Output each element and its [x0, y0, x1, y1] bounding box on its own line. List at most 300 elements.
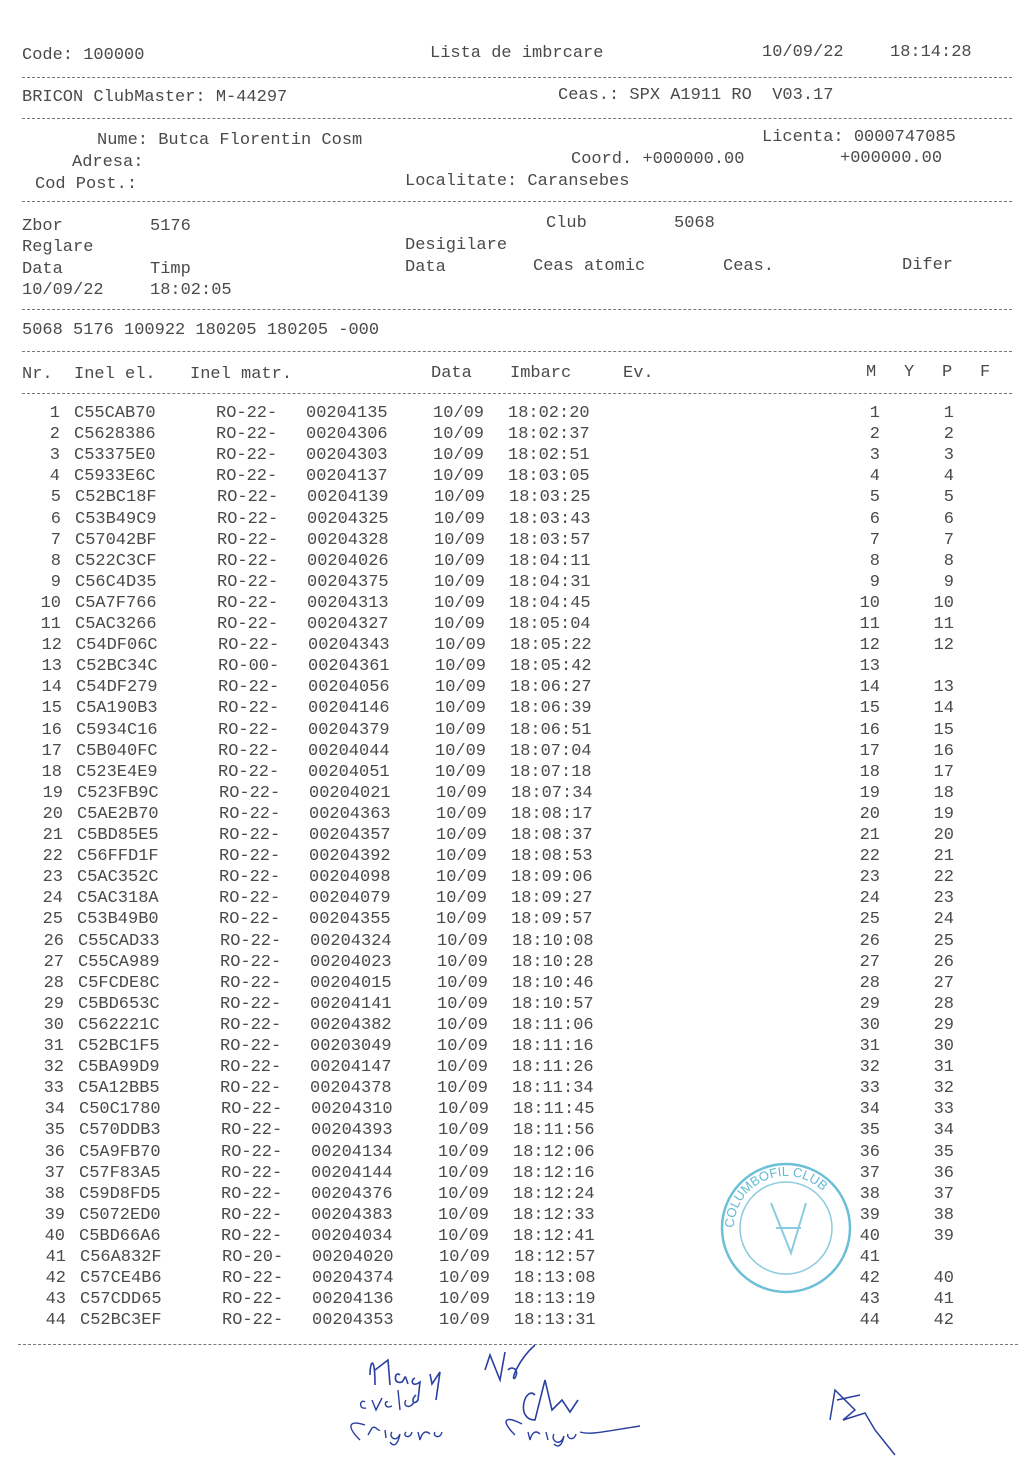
row-date: 10/09: [434, 530, 486, 550]
document-title: Lista de imbrcare: [430, 44, 604, 63]
row-date: 10/09: [438, 1100, 490, 1120]
row-date: 10/09: [438, 1121, 490, 1141]
row-p: 12: [933, 636, 954, 656]
row-nr: 42: [45, 1269, 66, 1289]
row-p: 20: [933, 826, 954, 845]
row-ring-prefix: RO-22-: [221, 1142, 283, 1162]
table-row: [0, 826, 1024, 847]
row-inel-el: C5FCDE8C: [78, 973, 160, 993]
row-time: 18:10:08: [512, 931, 594, 951]
row-inel-el: C56FFD1F: [77, 847, 159, 867]
table-row: [0, 425, 1024, 446]
row-nr: 11: [40, 615, 61, 634]
row-nr: 33: [43, 1079, 64, 1099]
row-ring-number: 00204079: [309, 889, 391, 909]
row-p: 33: [933, 1100, 954, 1120]
row-p: 3: [943, 446, 954, 466]
table-row: [0, 1079, 1024, 1100]
row-time: 18:09:06: [511, 868, 593, 888]
row-p: 40: [933, 1269, 954, 1289]
zbor-label: Zbor: [22, 217, 63, 236]
row-ring-number: 00204137: [306, 467, 388, 487]
row-ring-prefix: RO-22-: [220, 1015, 282, 1035]
row-date: 10/09: [435, 720, 487, 740]
row-m: 9: [869, 572, 880, 592]
row-ring-prefix: RO-22-: [220, 1037, 282, 1056]
table-row: [0, 1227, 1024, 1248]
row-ring-number: 00204325: [307, 509, 389, 529]
row-m: 25: [859, 910, 880, 930]
row-p: 26: [933, 952, 954, 972]
row-time: 18:04:45: [509, 593, 591, 613]
row-ring-number: 00204313: [307, 593, 389, 613]
row-inel-el: C50C1780: [79, 1100, 161, 1120]
owner-coord-value: +000000.00: [840, 149, 943, 168]
row-m: 10: [859, 593, 880, 613]
row-ring-number: 00204021: [309, 783, 391, 803]
row-date: 10/09: [438, 1142, 490, 1162]
row-ring-prefix: RO-22-: [220, 952, 282, 972]
row-m: 39: [859, 1205, 880, 1225]
row-ring-prefix: RO-22-: [217, 488, 279, 508]
col-imbarc: Imbarc: [510, 364, 572, 383]
row-time: 18:10:28: [512, 952, 594, 972]
row-inel-el: C5A190B3: [76, 699, 158, 719]
table-row: [0, 1206, 1024, 1227]
row-time: 18:08:17: [511, 804, 593, 824]
row-p: 39: [933, 1226, 954, 1246]
table-row: [0, 615, 1024, 636]
row-m: 14: [859, 678, 880, 698]
row-nr: 26: [43, 931, 64, 951]
row-ring-number: 00204135: [306, 404, 388, 423]
row-ring-prefix: RO-22-: [221, 1205, 283, 1225]
owner-address: Adresa:: [72, 153, 144, 172]
row-ring-prefix: RO-22-: [217, 572, 279, 592]
row-nr: 17: [41, 741, 62, 761]
row-time: 18:07:34: [511, 783, 593, 803]
row-m: 22: [859, 847, 880, 867]
row-date: 10/09: [434, 572, 486, 592]
row-nr: 23: [42, 868, 63, 888]
row-ring-prefix: RO-22-: [219, 783, 281, 803]
row-ring-prefix: RO-22-: [216, 425, 278, 445]
row-m: 11: [859, 615, 880, 634]
row-date: 10/09: [435, 657, 487, 677]
row-inel-el: C57F83A5: [79, 1163, 161, 1183]
owner-locality: Localitate: Caransebes: [405, 172, 630, 191]
row-time: 18:11:16: [512, 1037, 594, 1056]
row-ring-number: 00204146: [308, 699, 390, 719]
row-p: 34: [933, 1121, 954, 1141]
row-ring-prefix: RO-22-: [220, 931, 282, 951]
row-date: 10/09: [436, 804, 488, 824]
row-date: 10/09: [433, 446, 485, 466]
row-p: 32: [933, 1079, 954, 1099]
row-p: 7: [943, 530, 954, 550]
table-row: [0, 467, 1024, 488]
col-inel-matr: Inel matr.: [190, 365, 293, 384]
row-time: 18:03:43: [509, 509, 591, 529]
row-inel-el: C55CAB70: [74, 404, 156, 423]
row-date: 10/09: [439, 1248, 491, 1267]
row-time: 18:13:31: [514, 1311, 596, 1331]
club-stamp: [716, 1158, 856, 1298]
clock-label: Ceas.: SPX A1911 RO V03.17: [558, 86, 834, 105]
row-p: 17: [933, 762, 954, 782]
table-row: [0, 446, 1024, 467]
row-p: 11: [933, 615, 954, 634]
table-row: [0, 1121, 1024, 1142]
col-data: Data: [431, 364, 472, 383]
row-m: 21: [859, 826, 880, 845]
table-row: [0, 889, 1024, 910]
row-inel-el: C55CA989: [78, 952, 160, 972]
row-time: 18:08:53: [511, 847, 593, 867]
row-nr: 12: [41, 636, 62, 656]
row-ring-prefix: RO-22-: [222, 1269, 284, 1289]
row-m: 19: [859, 783, 880, 803]
row-ring-number: 00204393: [311, 1121, 393, 1141]
row-ring-number: 00204139: [307, 488, 389, 508]
row-nr: 36: [44, 1142, 65, 1162]
row-m: 8: [869, 551, 880, 571]
row-nr: 35: [44, 1121, 65, 1141]
data2-label: Data: [405, 258, 446, 277]
table-row: [0, 953, 1024, 974]
row-inel-el: C5628386: [74, 425, 156, 445]
row-ring-number: 00204020: [312, 1248, 394, 1267]
row-time: 18:12:41: [513, 1226, 595, 1246]
row-time: 18:02:20: [508, 404, 590, 423]
row-inel-el: C5A12BB5: [78, 1079, 160, 1099]
row-ring-prefix: RO-22-: [222, 1311, 284, 1331]
row-inel-el: C570DDB3: [79, 1121, 161, 1141]
row-nr: 2: [49, 425, 60, 445]
row-ring-prefix: RO-22-: [216, 467, 278, 487]
row-ring-prefix: RO-22-: [219, 868, 281, 888]
row-ring-prefix: RO-22-: [219, 826, 281, 845]
desigilare-label: Desigilare: [405, 236, 508, 255]
table-row: [0, 404, 1024, 425]
row-nr: 20: [42, 804, 63, 824]
row-time: 18:11:06: [512, 1015, 594, 1035]
row-inel-el: C56C4D35: [75, 572, 157, 592]
ceas-atomic-label: Ceas atomic: [533, 257, 646, 276]
owner-coord-label: Coord. +000000.00: [571, 150, 745, 169]
row-date: 10/09: [438, 1163, 490, 1183]
row-m: 36: [859, 1142, 880, 1162]
row-nr: 15: [41, 699, 62, 719]
divider: [22, 77, 1012, 78]
row-inel-el: C54DF279: [76, 678, 158, 698]
row-ring-prefix: RO-22-: [218, 762, 280, 782]
row-nr: 24: [42, 889, 63, 909]
table-row: [0, 657, 1024, 678]
row-p: 4: [943, 467, 954, 487]
row-inel-el: C52BC3EF: [80, 1311, 162, 1331]
row-time: 18:07:18: [510, 762, 592, 782]
divider: [22, 393, 1012, 394]
row-inel-el: C57CDD65: [80, 1290, 162, 1310]
row-ring-number: 00204044: [308, 741, 390, 761]
timp-label: Timp: [150, 260, 191, 279]
ceas-label: Ceas.: [723, 257, 775, 276]
row-time: 18:05:22: [510, 636, 592, 656]
row-ring-number: 00204382: [310, 1015, 392, 1035]
row-date: 10/09: [436, 847, 488, 867]
row-nr: 34: [44, 1100, 65, 1120]
row-inel-el: C5934C16: [76, 720, 158, 740]
club-value: 5068: [674, 214, 715, 233]
print-date: 10/09/22: [762, 43, 844, 62]
row-time: 18:07:04: [510, 741, 592, 761]
row-ring-prefix: RO-22-: [219, 889, 281, 909]
row-nr: 21: [42, 826, 63, 845]
row-time: 18:05:04: [509, 615, 591, 634]
row-date: 10/09: [434, 593, 486, 613]
row-nr: 1: [49, 404, 60, 423]
row-nr: 41: [45, 1248, 66, 1267]
row-ring-number: 00204310: [311, 1100, 393, 1120]
row-p: 27: [933, 973, 954, 993]
row-ring-number: 00204147: [310, 1058, 392, 1078]
row-date: 10/09: [435, 678, 487, 698]
row-time: 18:12:33: [513, 1205, 595, 1225]
owner-license: Licenta: 0000747085: [762, 128, 956, 147]
divider: [22, 309, 1012, 310]
row-inel-el: C522C3CF: [75, 551, 157, 571]
row-nr: 44: [45, 1311, 66, 1331]
row-ring-prefix: RO-22-: [220, 973, 282, 993]
row-p: 30: [933, 1037, 954, 1056]
data-label: Data: [22, 260, 63, 279]
row-ring-prefix: RO-22-: [219, 910, 281, 930]
row-p: 42: [933, 1311, 954, 1331]
row-ring-number: 00204343: [308, 636, 390, 656]
row-inel-el: C57042BF: [75, 530, 157, 550]
row-nr: 5: [50, 488, 61, 508]
row-nr: 22: [42, 847, 63, 867]
row-ring-number: 00204306: [306, 425, 388, 445]
row-ring-number: 00204141: [310, 994, 392, 1014]
row-p: 22: [933, 868, 954, 888]
row-ring-number: 00204375: [307, 572, 389, 592]
row-m: 30: [859, 1015, 880, 1035]
table-row: [0, 1290, 1024, 1311]
owner-name: Nume: Butca Florentin Cosm: [97, 131, 363, 150]
row-p: 28: [933, 994, 954, 1014]
row-ring-prefix: RO-22-: [221, 1163, 283, 1183]
row-inel-el: C59D8FD5: [79, 1184, 161, 1204]
row-ring-prefix: RO-22-: [218, 636, 280, 656]
table-row: [0, 531, 1024, 552]
row-ring-number: 00204392: [309, 847, 391, 867]
row-time: 18:02:37: [508, 425, 590, 445]
signature-right: [815, 1385, 915, 1460]
code-label: Code: 100000: [22, 46, 145, 65]
row-p: 36: [933, 1163, 954, 1183]
row-ring-prefix: RO-22-: [221, 1100, 283, 1120]
row-time: 18:03:57: [509, 530, 591, 550]
row-nr: 18: [41, 762, 62, 782]
row-nr: 38: [44, 1184, 65, 1204]
row-inel-el: C5AC3266: [75, 615, 157, 634]
row-m: 6: [869, 509, 880, 529]
table-row: [0, 636, 1024, 657]
row-ring-prefix: RO-22-: [220, 994, 282, 1014]
row-p: 29: [933, 1015, 954, 1035]
row-m: 44: [859, 1311, 880, 1331]
row-ring-prefix: RO-22-: [220, 1058, 282, 1078]
row-inel-el: C5BD85E5: [77, 826, 159, 845]
table-row: [0, 721, 1024, 742]
col-nr: Nr.: [22, 365, 53, 384]
row-p: 10: [933, 593, 954, 613]
row-ring-number: 00204051: [308, 762, 390, 782]
row-m: 42: [859, 1269, 880, 1289]
row-ring-number: 00204324: [310, 931, 392, 951]
row-inel-el: C5072ED0: [79, 1205, 161, 1225]
row-ring-prefix: RO-22-: [219, 847, 281, 867]
row-date: 10/09: [436, 826, 488, 845]
table-row: [0, 573, 1024, 594]
zbor-value: 5176: [150, 217, 191, 236]
row-time: 18:12:16: [513, 1163, 595, 1183]
row-date: 10/09: [434, 509, 486, 529]
row-time: 18:09:27: [511, 889, 593, 909]
row-nr: 31: [43, 1037, 64, 1056]
row-nr: 29: [43, 994, 64, 1014]
row-p: 6: [943, 509, 954, 529]
row-m: 33: [859, 1079, 880, 1099]
row-m: 40: [859, 1226, 880, 1246]
row-ring-prefix: RO-22-: [217, 530, 279, 550]
row-nr: 6: [50, 509, 61, 529]
row-ring-number: 00204353: [312, 1311, 394, 1331]
table-row: [0, 1185, 1024, 1206]
row-date: 10/09: [437, 1058, 489, 1078]
row-p: 8: [943, 551, 954, 571]
row-p: 14: [933, 699, 954, 719]
table-row: [0, 1311, 1024, 1332]
row-inel-el: C5BA99D9: [78, 1058, 160, 1078]
row-m: 12: [859, 636, 880, 656]
row-ring-prefix: RO-22-: [218, 699, 280, 719]
row-m: 38: [859, 1184, 880, 1204]
divider: [22, 351, 1012, 352]
table-row: [0, 910, 1024, 931]
table-row: [0, 784, 1024, 805]
row-m: 37: [859, 1163, 880, 1183]
row-nr: 32: [43, 1058, 64, 1078]
row-ring-prefix: RO-22-: [220, 1079, 282, 1099]
row-time: 18:13:19: [514, 1290, 596, 1310]
row-date: 10/09: [436, 868, 488, 888]
row-nr: 14: [41, 678, 62, 698]
row-ring-number: 00203049: [310, 1037, 392, 1056]
row-time: 18:09:57: [511, 910, 593, 930]
divider: [22, 118, 1012, 119]
row-date: 10/09: [437, 1015, 489, 1035]
row-m: 1: [869, 404, 880, 423]
row-ring-prefix: RO-22-: [221, 1121, 283, 1141]
table-row: [0, 742, 1024, 763]
row-p: 13: [933, 678, 954, 698]
table-row: [0, 1016, 1024, 1037]
row-date: 10/09: [437, 931, 489, 951]
row-m: 4: [869, 467, 880, 487]
row-date: 10/09: [435, 741, 487, 761]
row-inel-el: C5BD66A6: [79, 1226, 161, 1246]
table-row: [0, 974, 1024, 995]
row-ring-prefix: RO-22-: [218, 741, 280, 761]
row-p: 37: [933, 1184, 954, 1204]
code-line: 5068 5176 100922 180205 180205 -000: [22, 321, 380, 340]
row-nr: 39: [44, 1205, 65, 1225]
row-ring-number: 00204136: [312, 1290, 394, 1310]
row-time: 18:04:31: [509, 572, 591, 592]
row-p: 24: [933, 910, 954, 930]
row-time: 18:10:57: [512, 994, 594, 1014]
row-p: 19: [933, 804, 954, 824]
row-nr: 3: [49, 446, 60, 466]
row-m: 17: [859, 741, 880, 761]
row-m: 41: [859, 1248, 880, 1267]
signature-left: [340, 1340, 660, 1450]
table-row: [0, 805, 1024, 826]
row-p: 21: [933, 847, 954, 867]
row-date: 10/09: [436, 889, 488, 909]
row-time: 18:06:51: [510, 720, 592, 740]
row-nr: 13: [41, 657, 62, 677]
row-inel-el: C53375E0: [74, 446, 156, 466]
row-time: 18:11:34: [512, 1079, 594, 1099]
row-ring-number: 00204144: [311, 1163, 393, 1183]
row-p: 41: [933, 1290, 954, 1310]
reglare-label: Reglare: [22, 238, 94, 257]
row-ring-number: 00204355: [309, 910, 391, 930]
row-date: 10/09: [435, 636, 487, 656]
col-p: P: [942, 363, 953, 382]
row-date: 10/09: [435, 762, 487, 782]
row-p: 18: [933, 783, 954, 803]
row-m: 7: [869, 530, 880, 550]
row-ring-number: 00204134: [311, 1142, 393, 1162]
row-inel-el: C523FB9C: [77, 783, 159, 803]
row-m: 35: [859, 1121, 880, 1141]
row-ring-number: 00204056: [308, 678, 390, 698]
difer-label: Difer: [902, 256, 954, 275]
row-date: 10/09: [437, 1037, 489, 1056]
row-inel-el: C53B49B0: [77, 910, 159, 930]
row-date: 10/09: [439, 1311, 491, 1331]
row-m: 24: [859, 889, 880, 909]
row-m: 18: [859, 762, 880, 782]
row-date: 10/09: [433, 467, 485, 487]
row-inel-el: C5AC318A: [77, 889, 159, 909]
row-ring-prefix: RO-22-: [218, 720, 280, 740]
row-nr: 27: [43, 952, 64, 972]
owner-postal: Cod Post.:: [35, 175, 138, 194]
row-date: 10/09: [438, 1184, 490, 1204]
row-nr: 37: [44, 1163, 65, 1183]
row-nr: 8: [50, 551, 61, 571]
row-date: 10/09: [437, 952, 489, 972]
row-ring-number: 00204303: [306, 446, 388, 466]
row-m: 29: [859, 994, 880, 1014]
row-ring-prefix: RO-22-: [217, 551, 279, 571]
